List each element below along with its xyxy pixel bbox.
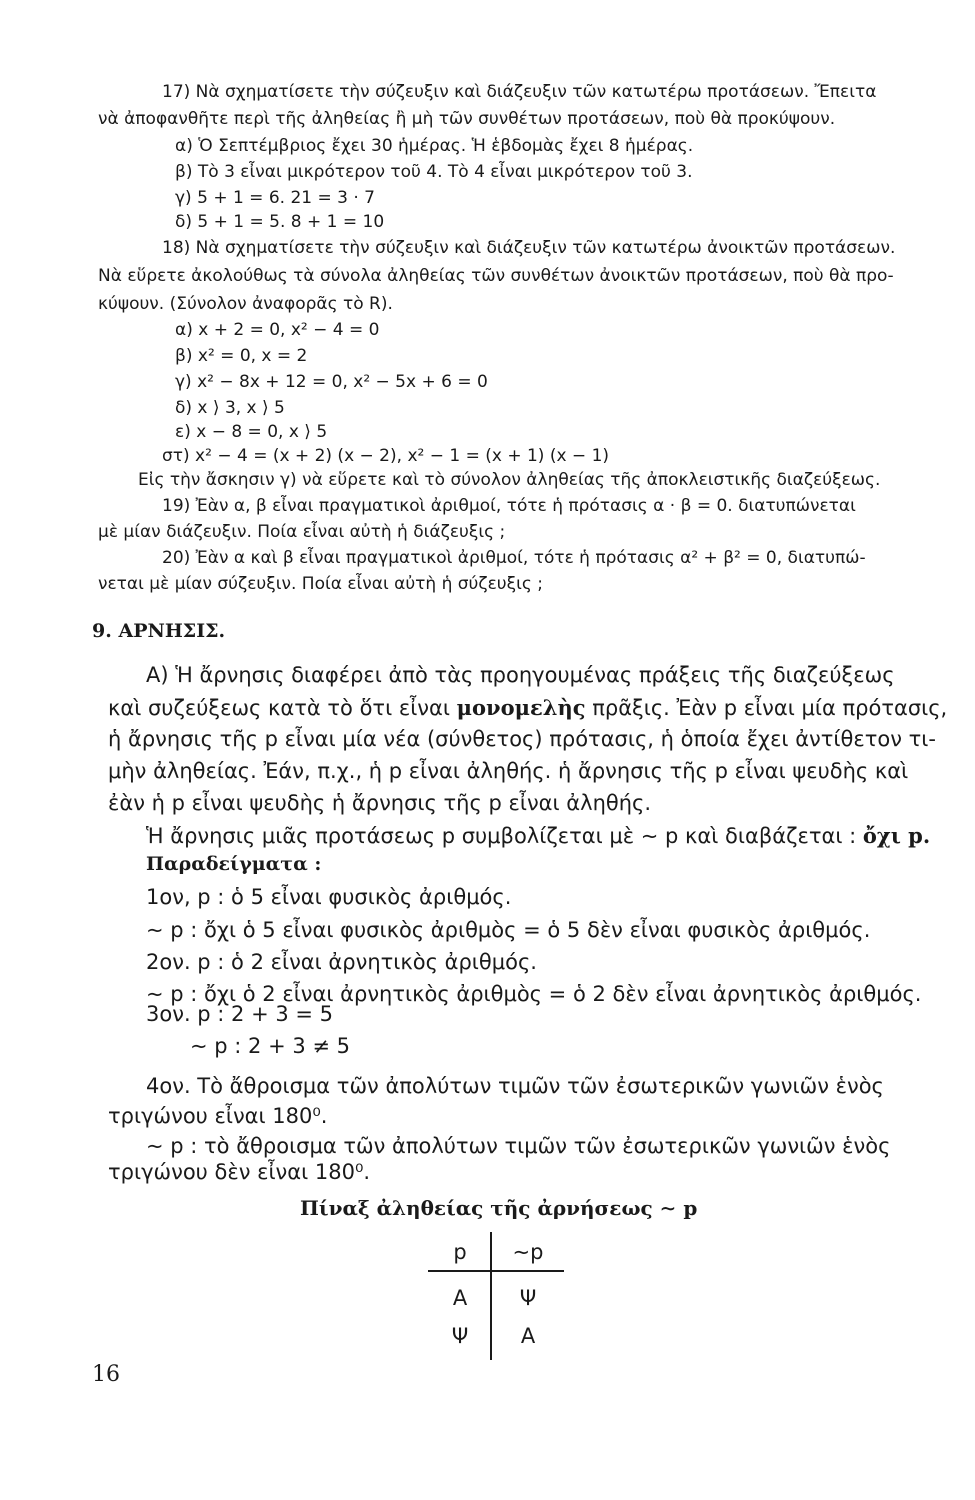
ex17-line2: νὰ ἀποφανθῆτε περὶ τῆς ἀληθείας ἢ μὴ τῶν συνθέτων προτάσεων, ποὺ θὰ προκύψουν. bbox=[98, 109, 836, 129]
example-4-negation-line2: τριγώνου δὲν εἶναι 180⁰. bbox=[108, 1160, 371, 1184]
page-number: 16 bbox=[92, 1362, 120, 1387]
truth-table-header-p: p bbox=[453, 1240, 467, 1264]
para2-bold: ὄχι p. bbox=[862, 823, 931, 848]
example-4-line1: 4ον. Τὸ ἄθροισμα τῶν ἀπολύτων τιμῶν τῶν ἐσωτερικῶν γωνιῶν ἑνὸς bbox=[146, 1074, 884, 1098]
truth-table-horizontal-rule bbox=[428, 1270, 564, 1272]
example-4-negation-line1: ∼ p : τὸ ἄθροισμα τῶν ἀπολύτων τιμῶν τῶν ἐσωτερικῶν γωνιῶν ἑνὸς bbox=[146, 1134, 891, 1158]
para1-line5: ἐὰν ἡ p εἶναι ψευδὴς ἡ ἄρνησις τῆς p εἶναι ἀληθής. bbox=[108, 791, 652, 815]
ex17-item-g: γ) 5 + 1 = 6. 21 = 3 · 7 bbox=[175, 188, 375, 208]
ex20-line1: 20) Ἐὰν α καὶ β εἶναι πραγματικοὶ ἀριθμοί, τότε ἡ πρότασις α² + β² = 0, διατυπώ- bbox=[162, 548, 866, 568]
ex18-item-b: β) x² = 0, x = 2 bbox=[175, 346, 308, 366]
para1-line4: μὴν ἀληθείας. Ἐάν, π.χ., ἡ p εἶναι ἀληθής. ἡ ἄρνησις τῆς p εἶναι ψευδὴς καὶ bbox=[108, 759, 909, 783]
ex17-line1: 17) Νὰ σχηματίσετε τὴν σύζευξιν καὶ διάζευξιν τῶν κατωτέρω προτάσεων. Ἔπειτα bbox=[162, 82, 877, 102]
truth-table-header-not-p: ∼p bbox=[512, 1240, 544, 1264]
truth-table-cell: Α bbox=[520, 1324, 536, 1348]
example-3-negation: ∼ p : 2 + 3 ≠ 5 bbox=[190, 1034, 351, 1058]
ex18-line2: Νὰ εὕρετε ἀκολούθως τὰ σύνολα ἀληθείας τῶν συνθέτων ἀνοικτῶν προτάσεων, ποὺ θὰ προ- bbox=[98, 266, 894, 286]
ex18-item-g: γ) x² − 8x + 12 = 0, x² − 5x + 6 = 0 bbox=[175, 372, 488, 392]
truth-table-cell: Α bbox=[452, 1286, 468, 1310]
ex18-item-st: στ) x² − 4 = (x + 2) (x − 2), x² − 1 = (x + 1) (x − 1) bbox=[162, 446, 610, 466]
ex17-item-b: β) Τὸ 3 εἶναι μικρότερον τοῦ 4. Τὸ 4 εἶναι μικρότερον τοῦ 3. bbox=[175, 162, 693, 182]
truth-table-title: Πίναξ ἀληθείας τῆς ἀρνήσεως ∼ p bbox=[300, 1196, 698, 1220]
ex18-item-e: ε) x − 8 = 0, x ⟩ 5 bbox=[175, 422, 328, 442]
ex18-line1: 18) Νὰ σχηματίσετε τὴν σύζευξιν καὶ διάζευξιν τῶν κατωτέρω ἀνοικτῶν προτάσεων. bbox=[162, 238, 896, 258]
section-title: 9. ΑΡΝΗΣΙΣ. bbox=[92, 620, 226, 642]
example-4-line2: τριγώνου εἶναι 180⁰. bbox=[108, 1104, 328, 1128]
ex17-item-a: α) Ὁ Σεπτέμβριος ἔχει 30 ἡμέρας. Ἡ ἑβδομὰς ἔχει 8 ἡμέρας. bbox=[175, 136, 694, 156]
para1-line1: Α) Ἡ ἄρνησις διαφέρει ἀπὸ τὰς προηγουμένας πράξεις τῆς διαζεύξεως bbox=[146, 663, 895, 687]
truth-table-vertical-rule bbox=[490, 1232, 492, 1360]
truth-table-cell: Ψ bbox=[451, 1324, 469, 1348]
ex17-item-d: δ) 5 + 1 = 5. 8 + 1 = 10 bbox=[175, 212, 385, 232]
examples-heading: Παραδείγματα : bbox=[146, 853, 322, 875]
ex20-line2: νεται μὲ μίαν σύζευξιν. Ποία εἶναι αὐτὴ ἡ σύζευξις ; bbox=[98, 574, 543, 594]
ex18-note: Εἰς τὴν ἄσκησιν γ) νὰ εὕρετε καὶ τὸ σύνολον ἀληθείας τῆς ἀποκλειστικῆς διαζεύξεως. bbox=[138, 470, 881, 490]
para1-line2-bold: μονομελὴς bbox=[456, 695, 586, 720]
para2 bbox=[146, 825, 930, 847]
ex19-line2: μὲ μίαν διάζευξιν. Ποία εἶναι αὐτὴ ἡ διάζευξις ; bbox=[98, 522, 506, 542]
example-1-negation: ∼ p : ὄχι ὁ 5 εἶναι φυσικὸς ἀριθμὸς = ὁ 5 δὲν εἶναι φυσικὸς ἀριθμός. bbox=[146, 918, 871, 942]
example-1: 1ον, p : ὁ 5 εἶναι φυσικὸς ἀριθμός. bbox=[146, 885, 512, 909]
example-3: 3ον. p : 2 + 3 = 5 bbox=[146, 1002, 334, 1026]
example-2: 2ον. p : ὁ 2 εἶναι ἀρνητικὸς ἀριθμός. bbox=[146, 950, 537, 974]
para1-line2-text-a: καὶ συζεύξεως κατὰ τὸ ὅτι εἶναι bbox=[108, 696, 457, 720]
truth-table-cell: Ψ bbox=[519, 1286, 537, 1310]
example-2-negation: ∼ p : ὄχι ὁ 2 εἶναι ἀρνητικὸς ἀριθμὸς = ὁ 2 δὲν εἶναι ἀρνητικὸς ἀριθμός. bbox=[146, 982, 922, 1006]
para1-line2 bbox=[108, 697, 947, 719]
ex18-line3: κύψουν. (Σύνολον ἀναφορᾶς τὸ R). bbox=[98, 294, 393, 314]
ex19-line1: 19) Ἐὰν α, β εἶναι πραγματικοὶ ἀριθμοί, τότε ἡ πρότασις α · β = 0. διατυπώνεται bbox=[162, 496, 856, 516]
para1-line3: ἡ ἄρνησις τῆς p εἶναι μία νέα (σύνθετος) πρότασις, ἡ ὁποία ἔχει ἀντίθετον τι- bbox=[108, 727, 936, 751]
para1-line2-text-b: πρᾶξις. Ἐὰν p εἶναι μία πρότασις, bbox=[585, 696, 948, 720]
ex18-item-d: δ) x ⟩ 3, x ⟩ 5 bbox=[175, 398, 285, 418]
ex18-item-a: α) x + 2 = 0, x² − 4 = 0 bbox=[175, 320, 380, 340]
para2-text: Ἡ ἄρνησις μιᾶς προτάσεως p συμβολίζεται μὲ ∼ p καὶ διαβάζεται : bbox=[146, 824, 863, 848]
